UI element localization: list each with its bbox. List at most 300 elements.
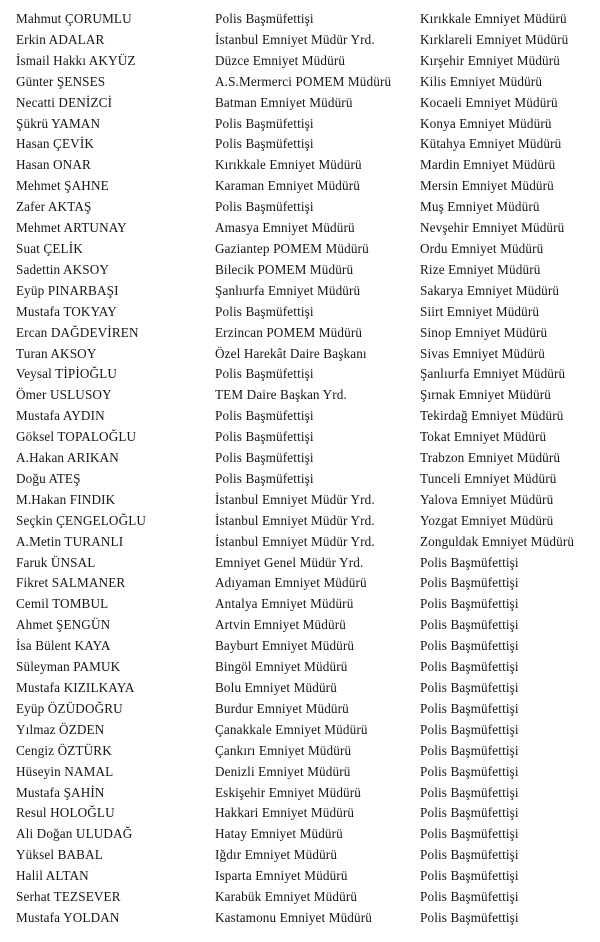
new-post-cell-text: Şırnak Emniyet Müdürü bbox=[420, 387, 551, 403]
previous-post-cell-text: Eskişehir Emniyet Müdürü bbox=[215, 784, 362, 800]
new-post-cell bbox=[420, 845, 600, 866]
previous-post-cell-text: İstanbul Emniyet Müdür Yrd. bbox=[215, 512, 375, 528]
table-row bbox=[0, 72, 600, 93]
table-row bbox=[0, 239, 600, 260]
officer-name-cell bbox=[0, 51, 212, 72]
officer-name-cell-text: A.Hakan ARIKAN bbox=[16, 450, 119, 466]
previous-post-cell bbox=[212, 323, 420, 344]
new-post-cell-text: Polis Başmüfettişi bbox=[420, 763, 519, 779]
new-post-cell bbox=[420, 323, 600, 344]
officer-name-cell-text: A.Metin TURANLI bbox=[16, 533, 124, 549]
table-row bbox=[0, 887, 600, 908]
previous-post-cell bbox=[212, 866, 420, 887]
new-post-cell-text: Konya Emniyet Müdürü bbox=[420, 115, 552, 131]
previous-post-cell-text: Polis Başmüfettişi bbox=[215, 11, 314, 26]
officer-name-cell bbox=[0, 239, 212, 260]
new-post-cell bbox=[420, 218, 600, 239]
new-post-cell bbox=[420, 469, 600, 490]
officer-name-cell-text: M.Hakan FINDIK bbox=[16, 491, 116, 507]
previous-post-cell bbox=[212, 218, 420, 239]
officer-name-cell-text: Hasan ONAR bbox=[16, 157, 91, 173]
table-row bbox=[0, 511, 600, 532]
previous-post-cell bbox=[212, 239, 420, 260]
previous-post-cell bbox=[212, 427, 420, 448]
table-row bbox=[0, 678, 600, 699]
officer-name-cell bbox=[0, 762, 212, 783]
previous-post-cell bbox=[212, 51, 420, 72]
officer-name-cell bbox=[0, 573, 212, 594]
new-post-cell-text: Rize Emniyet Müdürü bbox=[420, 261, 541, 277]
previous-post-cell bbox=[212, 134, 420, 155]
previous-post-cell-text: Batman Emniyet Müdürü bbox=[215, 94, 353, 110]
officer-name-cell-text: Mustafa AYDIN bbox=[16, 408, 105, 424]
previous-post-cell bbox=[212, 532, 420, 553]
officer-name-cell-text: Resul HOLOĞLU bbox=[16, 805, 115, 821]
new-post-cell bbox=[420, 490, 600, 511]
officer-name-cell bbox=[0, 281, 212, 302]
previous-post-cell bbox=[212, 908, 420, 929]
new-post-cell-text: Tokat Emniyet Müdürü bbox=[420, 429, 547, 445]
officer-name-cell bbox=[0, 93, 212, 114]
officer-name-cell bbox=[0, 699, 212, 720]
table-row bbox=[0, 30, 600, 51]
officer-name-cell-text: Günter ŞENSES bbox=[16, 73, 106, 89]
officer-name-cell bbox=[0, 260, 212, 281]
officer-name-cell bbox=[0, 824, 212, 845]
previous-post-cell-text: Kırıkkale Emniyet Müdürü bbox=[215, 157, 362, 173]
officer-name-cell bbox=[0, 469, 212, 490]
new-post-cell-text: Kütahya Emniyet Müdürü bbox=[420, 136, 562, 152]
table-row bbox=[0, 741, 600, 762]
previous-post-cell bbox=[212, 364, 420, 385]
previous-post-cell bbox=[212, 30, 420, 51]
officer-name-cell bbox=[0, 323, 212, 344]
previous-post-cell-text: Polis Başmüfettişi bbox=[215, 408, 314, 424]
new-post-cell bbox=[420, 344, 600, 365]
new-post-cell-text: Polis Başmüfettişi bbox=[420, 659, 519, 675]
new-post-cell-text: Ordu Emniyet Müdürü bbox=[420, 240, 544, 256]
officer-name-cell-text: Mehmet ŞAHNE bbox=[16, 178, 109, 194]
officer-name-cell bbox=[0, 30, 212, 51]
new-post-cell-text: Kırşehir Emniyet Müdürü bbox=[420, 52, 561, 68]
new-post-cell bbox=[420, 30, 600, 51]
table-row bbox=[0, 385, 600, 406]
previous-post-cell bbox=[212, 302, 420, 323]
previous-post-cell bbox=[212, 573, 420, 594]
new-post-cell bbox=[420, 134, 600, 155]
new-post-cell bbox=[420, 9, 600, 30]
previous-post-cell bbox=[212, 824, 420, 845]
table-row bbox=[0, 114, 600, 135]
previous-post-cell bbox=[212, 260, 420, 281]
previous-post-cell bbox=[212, 72, 420, 93]
previous-post-cell-text: Erzincan POMEM Müdürü bbox=[215, 324, 363, 340]
officer-name-cell bbox=[0, 866, 212, 887]
previous-post-cell-text: Bolu Emniyet Müdürü bbox=[215, 680, 337, 695]
table-row bbox=[0, 803, 600, 824]
new-post-cell-text: Polis Başmüfettişi bbox=[420, 617, 519, 633]
previous-post-cell-text: Iğdır Emniyet Müdürü bbox=[215, 847, 338, 863]
new-post-cell bbox=[420, 197, 600, 218]
new-post-cell bbox=[420, 176, 600, 197]
officer-name-cell-text: Yılmaz ÖZDEN bbox=[16, 721, 105, 737]
previous-post-cell bbox=[212, 783, 420, 804]
officer-name-cell-text: İsa Bülent KAYA bbox=[16, 638, 111, 654]
previous-post-cell-text: Polis Başmüfettişi bbox=[215, 429, 314, 445]
new-post-cell bbox=[420, 385, 600, 406]
officer-name-cell-text: Hüseyin NAMAL bbox=[16, 763, 114, 779]
officer-name-cell bbox=[0, 720, 212, 741]
previous-post-cell-text: Çanakkale Emniyet Müdürü bbox=[215, 721, 368, 737]
previous-post-cell-text: Polis Başmüfettişi bbox=[215, 303, 314, 319]
officer-name-cell-text: İsmail Hakkı AKYÜZ bbox=[16, 52, 136, 68]
officer-name-cell-text: Seçkin ÇENGELOĞLU bbox=[16, 512, 147, 528]
officer-name-cell bbox=[0, 9, 212, 30]
officer-name-cell bbox=[0, 490, 212, 511]
officer-name-cell-text: Şükrü YAMAN bbox=[16, 115, 101, 131]
officer-name-cell bbox=[0, 845, 212, 866]
new-post-cell bbox=[420, 803, 600, 824]
table-row bbox=[0, 553, 600, 574]
table-row bbox=[0, 155, 600, 176]
previous-post-cell bbox=[212, 657, 420, 678]
table-row bbox=[0, 344, 600, 365]
table-row bbox=[0, 197, 600, 218]
previous-post-cell-text: Hakkari Emniyet Müdürü bbox=[215, 805, 355, 821]
officer-name-cell-text: Mustafa TOKYAY bbox=[16, 303, 117, 319]
table-row bbox=[0, 302, 600, 323]
previous-post-cell bbox=[212, 741, 420, 762]
officer-name-cell-text: Erkin ADALAR bbox=[16, 31, 105, 47]
table-row bbox=[0, 490, 600, 511]
table-row bbox=[0, 93, 600, 114]
officer-name-cell-text: Ercan DAĞDEVİREN bbox=[16, 324, 139, 340]
new-post-cell-text: Polis Başmüfettişi bbox=[420, 700, 519, 716]
new-post-cell-text: Muş Emniyet Müdürü bbox=[420, 199, 540, 215]
officer-name-cell bbox=[0, 302, 212, 323]
new-post-cell-text: Polis Başmüfettişi bbox=[420, 721, 519, 737]
officer-name-cell-text: Yüksel BABAL bbox=[16, 847, 103, 863]
new-post-cell bbox=[420, 93, 600, 114]
new-post-cell bbox=[420, 281, 600, 302]
previous-post-cell-text: Isparta Emniyet Müdürü bbox=[215, 868, 348, 884]
officer-name-cell-text: Faruk ÜNSAL bbox=[16, 554, 96, 570]
previous-post-cell-text: Düzce Emniyet Müdürü bbox=[215, 52, 346, 68]
new-post-cell bbox=[420, 155, 600, 176]
new-post-cell bbox=[420, 553, 600, 574]
previous-post-cell bbox=[212, 678, 420, 699]
new-post-cell bbox=[420, 72, 600, 93]
officer-name-cell bbox=[0, 511, 212, 532]
table-row bbox=[0, 657, 600, 678]
new-post-cell bbox=[420, 114, 600, 135]
new-post-cell-text: Kırıkkale Emniyet Müdürü bbox=[420, 11, 567, 26]
new-post-cell-text: Kilis Emniyet Müdürü bbox=[420, 73, 543, 89]
previous-post-cell-text: Şanlıurfa Emniyet Müdürü bbox=[215, 282, 361, 298]
officer-name-cell bbox=[0, 532, 212, 553]
table-row bbox=[0, 134, 600, 155]
new-post-cell-text: Polis Başmüfettişi bbox=[420, 847, 519, 863]
officer-name-cell bbox=[0, 783, 212, 804]
previous-post-cell bbox=[212, 720, 420, 741]
previous-post-cell-text: Burdur Emniyet Müdürü bbox=[215, 700, 349, 716]
previous-post-cell-text: Artvin Emniyet Müdürü bbox=[215, 617, 346, 633]
officer-name-cell-text: Ömer USLUSOY bbox=[16, 387, 112, 403]
table-row bbox=[0, 866, 600, 887]
previous-post-cell-text: Polis Başmüfettişi bbox=[215, 450, 314, 466]
previous-post-cell bbox=[212, 93, 420, 114]
previous-post-cell bbox=[212, 699, 420, 720]
previous-post-cell bbox=[212, 406, 420, 427]
previous-post-cell-text: Adıyaman Emniyet Müdürü bbox=[215, 575, 367, 591]
new-post-cell bbox=[420, 720, 600, 741]
previous-post-cell bbox=[212, 490, 420, 511]
new-post-cell bbox=[420, 824, 600, 845]
new-post-cell bbox=[420, 511, 600, 532]
previous-post-cell-text: Karaman Emniyet Müdürü bbox=[215, 178, 360, 194]
officer-name-cell-text: Necatti DENİZCİ bbox=[16, 94, 113, 110]
officer-name-cell-text: Ahmet ŞENGÜN bbox=[16, 617, 111, 633]
officer-name-cell bbox=[0, 636, 212, 657]
new-post-cell-text: Şanlıurfa Emniyet Müdürü bbox=[420, 366, 566, 382]
officer-name-cell bbox=[0, 176, 212, 197]
officer-name-cell bbox=[0, 678, 212, 699]
officer-name-cell-text: Cengiz ÖZTÜRK bbox=[16, 742, 112, 758]
new-post-cell-text: Polis Başmüfettişi bbox=[420, 784, 519, 800]
previous-post-cell-text: Bingöl Emniyet Müdürü bbox=[215, 659, 348, 675]
new-post-cell-text: Nevşehir Emniyet Müdürü bbox=[420, 220, 565, 236]
previous-post-cell bbox=[212, 553, 420, 574]
table-row bbox=[0, 323, 600, 344]
officer-name-cell-text: Suat ÇELİK bbox=[16, 240, 83, 256]
previous-post-cell-text: Karabük Emniyet Müdürü bbox=[215, 889, 358, 905]
new-post-cell-text: Polis Başmüfettişi bbox=[420, 638, 519, 654]
officer-name-cell bbox=[0, 741, 212, 762]
previous-post-cell bbox=[212, 803, 420, 824]
new-post-cell-text: Polis Başmüfettişi bbox=[420, 826, 519, 842]
new-post-cell bbox=[420, 762, 600, 783]
new-post-cell bbox=[420, 615, 600, 636]
new-post-cell bbox=[420, 678, 600, 699]
officer-name-cell bbox=[0, 72, 212, 93]
previous-post-cell bbox=[212, 762, 420, 783]
previous-post-cell-text: Bayburt Emniyet Müdürü bbox=[215, 638, 355, 654]
previous-post-cell-text: Çankırı Emniyet Müdürü bbox=[215, 742, 352, 758]
new-post-cell bbox=[420, 657, 600, 678]
previous-post-cell bbox=[212, 448, 420, 469]
new-post-cell-text: Tekirdağ Emniyet Müdürü bbox=[420, 408, 564, 424]
new-post-cell bbox=[420, 636, 600, 657]
officer-name-cell bbox=[0, 803, 212, 824]
officer-name-cell bbox=[0, 615, 212, 636]
new-post-cell-text: Siirt Emniyet Müdürü bbox=[420, 303, 540, 319]
new-post-cell-text: Tunceli Emniyet Müdürü bbox=[420, 470, 557, 486]
previous-post-cell-text: Antalya Emniyet Müdürü bbox=[215, 596, 354, 612]
officer-name-cell bbox=[0, 406, 212, 427]
table-row bbox=[0, 908, 600, 929]
new-post-cell-text: Polis Başmüfettişi bbox=[420, 680, 519, 695]
officer-name-cell-text: Eyüp PINARBAŞI bbox=[16, 282, 119, 298]
previous-post-cell bbox=[212, 176, 420, 197]
previous-post-cell-text: A.S.Mermerci POMEM Müdürü bbox=[215, 73, 392, 89]
officer-name-cell-text: Mehmet ARTUNAY bbox=[16, 220, 127, 236]
officer-name-cell bbox=[0, 553, 212, 574]
officer-name-cell bbox=[0, 197, 212, 218]
officer-name-cell bbox=[0, 594, 212, 615]
previous-post-cell bbox=[212, 197, 420, 218]
officer-name-cell-text: Cemil TOMBUL bbox=[16, 596, 109, 612]
officer-name-cell bbox=[0, 887, 212, 908]
table-row bbox=[0, 260, 600, 281]
officer-name-cell bbox=[0, 364, 212, 385]
previous-post-cell-text: Özel Harekât Daire Başkanı bbox=[215, 345, 367, 361]
table-row bbox=[0, 469, 600, 490]
previous-post-cell-text: Hatay Emniyet Müdürü bbox=[215, 826, 343, 842]
officer-name-cell bbox=[0, 427, 212, 448]
new-post-cell bbox=[420, 427, 600, 448]
previous-post-cell-text: Kastamonu Emniyet Müdürü bbox=[215, 909, 373, 925]
table-row bbox=[0, 427, 600, 448]
new-post-cell bbox=[420, 239, 600, 260]
new-post-cell bbox=[420, 364, 600, 385]
officer-name-cell-text: Mustafa ŞAHİN bbox=[16, 784, 105, 800]
new-post-cell bbox=[420, 908, 600, 929]
officer-name-cell-text: Zafer AKTAŞ bbox=[16, 199, 92, 215]
officer-name-cell bbox=[0, 218, 212, 239]
table-row bbox=[0, 176, 600, 197]
officer-name-cell bbox=[0, 155, 212, 176]
previous-post-cell-text: Polis Başmüfettişi bbox=[215, 136, 314, 152]
new-post-cell bbox=[420, 783, 600, 804]
previous-post-cell bbox=[212, 615, 420, 636]
new-post-cell-text: Mersin Emniyet Müdürü bbox=[420, 178, 554, 194]
previous-post-cell bbox=[212, 469, 420, 490]
table-row bbox=[0, 532, 600, 553]
roster-body bbox=[0, 9, 600, 929]
new-post-cell-text: Sivas Emniyet Müdürü bbox=[420, 345, 545, 361]
table-row bbox=[0, 594, 600, 615]
officer-name-cell-text: Fikret SALMANER bbox=[16, 575, 126, 591]
new-post-cell-text: Sakarya Emniyet Müdürü bbox=[420, 282, 560, 298]
new-post-cell bbox=[420, 260, 600, 281]
new-post-cell bbox=[420, 51, 600, 72]
officer-name-cell-text: Eyüp ÖZÜDOĞRU bbox=[16, 700, 123, 716]
new-post-cell-text: Kırklareli Emniyet Müdürü bbox=[420, 31, 569, 47]
previous-post-cell bbox=[212, 636, 420, 657]
new-post-cell bbox=[420, 406, 600, 427]
new-post-cell bbox=[420, 741, 600, 762]
previous-post-cell bbox=[212, 155, 420, 176]
new-post-cell-text: Polis Başmüfettişi bbox=[420, 889, 519, 905]
new-post-cell-text: Mardin Emniyet Müdürü bbox=[420, 157, 556, 173]
new-post-cell-text: Polis Başmüfettişi bbox=[420, 554, 519, 570]
table-row bbox=[0, 824, 600, 845]
officer-name-cell bbox=[0, 385, 212, 406]
new-post-cell-text: Polis Başmüfettişi bbox=[420, 575, 519, 591]
officer-name-cell-text: Süleyman PAMUK bbox=[16, 659, 121, 675]
table-row bbox=[0, 783, 600, 804]
table-row bbox=[0, 448, 600, 469]
officer-name-cell bbox=[0, 134, 212, 155]
previous-post-cell bbox=[212, 281, 420, 302]
new-post-cell-text: Sinop Emniyet Müdürü bbox=[420, 324, 548, 340]
new-post-cell-text: Yozgat Emniyet Müdürü bbox=[420, 512, 554, 528]
officer-name-cell-text: Veysal TİPİOĞLU bbox=[16, 366, 117, 382]
previous-post-cell-text: Amasya Emniyet Müdürü bbox=[215, 220, 355, 236]
previous-post-cell-text: Polis Başmüfettişi bbox=[215, 115, 314, 131]
previous-post-cell-text: Polis Başmüfettişi bbox=[215, 366, 314, 382]
new-post-cell-text: Polis Başmüfettişi bbox=[420, 742, 519, 758]
officer-name-cell bbox=[0, 114, 212, 135]
previous-post-cell-text: Bilecik POMEM Müdürü bbox=[215, 261, 354, 277]
new-post-cell bbox=[420, 866, 600, 887]
new-post-cell-text: Trabzon Emniyet Müdürü bbox=[420, 450, 561, 466]
table-row bbox=[0, 364, 600, 385]
officer-name-cell bbox=[0, 344, 212, 365]
previous-post-cell bbox=[212, 845, 420, 866]
officer-name-cell-text: Turan AKSOY bbox=[16, 345, 97, 361]
table-row bbox=[0, 615, 600, 636]
previous-post-cell bbox=[212, 9, 420, 30]
previous-post-cell-text: Polis Başmüfettişi bbox=[215, 470, 314, 486]
previous-post-cell-text: Emniyet Genel Müdür Yrd. bbox=[215, 554, 364, 570]
new-post-cell-text: Zonguldak Emniyet Müdürü bbox=[420, 533, 575, 549]
previous-post-cell-text: İstanbul Emniyet Müdür Yrd. bbox=[215, 31, 375, 47]
previous-post-cell bbox=[212, 594, 420, 615]
appointment-roster-table bbox=[0, 9, 600, 929]
table-row bbox=[0, 51, 600, 72]
new-post-cell-text: Polis Başmüfettişi bbox=[420, 868, 519, 884]
table-row bbox=[0, 218, 600, 239]
officer-name-cell-text: Halil ALTAN bbox=[16, 868, 89, 884]
new-post-cell-text: Polis Başmüfettişi bbox=[420, 805, 519, 821]
table-row bbox=[0, 762, 600, 783]
previous-post-cell-text: TEM Daire Başkan Yrd. bbox=[215, 387, 347, 403]
previous-post-cell-text: İstanbul Emniyet Müdür Yrd. bbox=[215, 491, 375, 507]
officer-name-cell bbox=[0, 448, 212, 469]
officer-name-cell-text: Doğu ATEŞ bbox=[16, 470, 81, 486]
table-row bbox=[0, 406, 600, 427]
new-post-cell bbox=[420, 302, 600, 323]
new-post-cell bbox=[420, 699, 600, 720]
new-post-cell bbox=[420, 594, 600, 615]
new-post-cell bbox=[420, 573, 600, 594]
previous-post-cell-text: Denizli Emniyet Müdürü bbox=[215, 763, 351, 779]
table-row bbox=[0, 636, 600, 657]
table-row bbox=[0, 9, 600, 30]
new-post-cell-text: Kocaeli Emniyet Müdürü bbox=[420, 94, 558, 110]
officer-name-cell-text: Göksel TOPALOĞLU bbox=[16, 429, 137, 445]
officer-name-cell-text: Mustafa YOLDAN bbox=[16, 909, 120, 925]
officer-name-cell bbox=[0, 657, 212, 678]
officer-name-cell-text: Ali Doğan ULUDAĞ bbox=[16, 826, 133, 842]
new-post-cell bbox=[420, 448, 600, 469]
previous-post-cell-text: Polis Başmüfettişi bbox=[215, 199, 314, 215]
table-row bbox=[0, 720, 600, 741]
officer-name-cell-text: Mustafa KIZILKAYA bbox=[16, 680, 135, 695]
previous-post-cell-text: İstanbul Emniyet Müdür Yrd. bbox=[215, 533, 375, 549]
previous-post-cell-text: Gaziantep POMEM Müdürü bbox=[215, 240, 369, 256]
officer-name-cell-text: Hasan ÇEVİK bbox=[16, 136, 94, 152]
previous-post-cell bbox=[212, 114, 420, 135]
officer-name-cell-text: Mahmut ÇORUMLU bbox=[16, 11, 132, 26]
table-row bbox=[0, 281, 600, 302]
table-row bbox=[0, 573, 600, 594]
previous-post-cell bbox=[212, 344, 420, 365]
previous-post-cell bbox=[212, 511, 420, 532]
table-row bbox=[0, 699, 600, 720]
previous-post-cell bbox=[212, 887, 420, 908]
